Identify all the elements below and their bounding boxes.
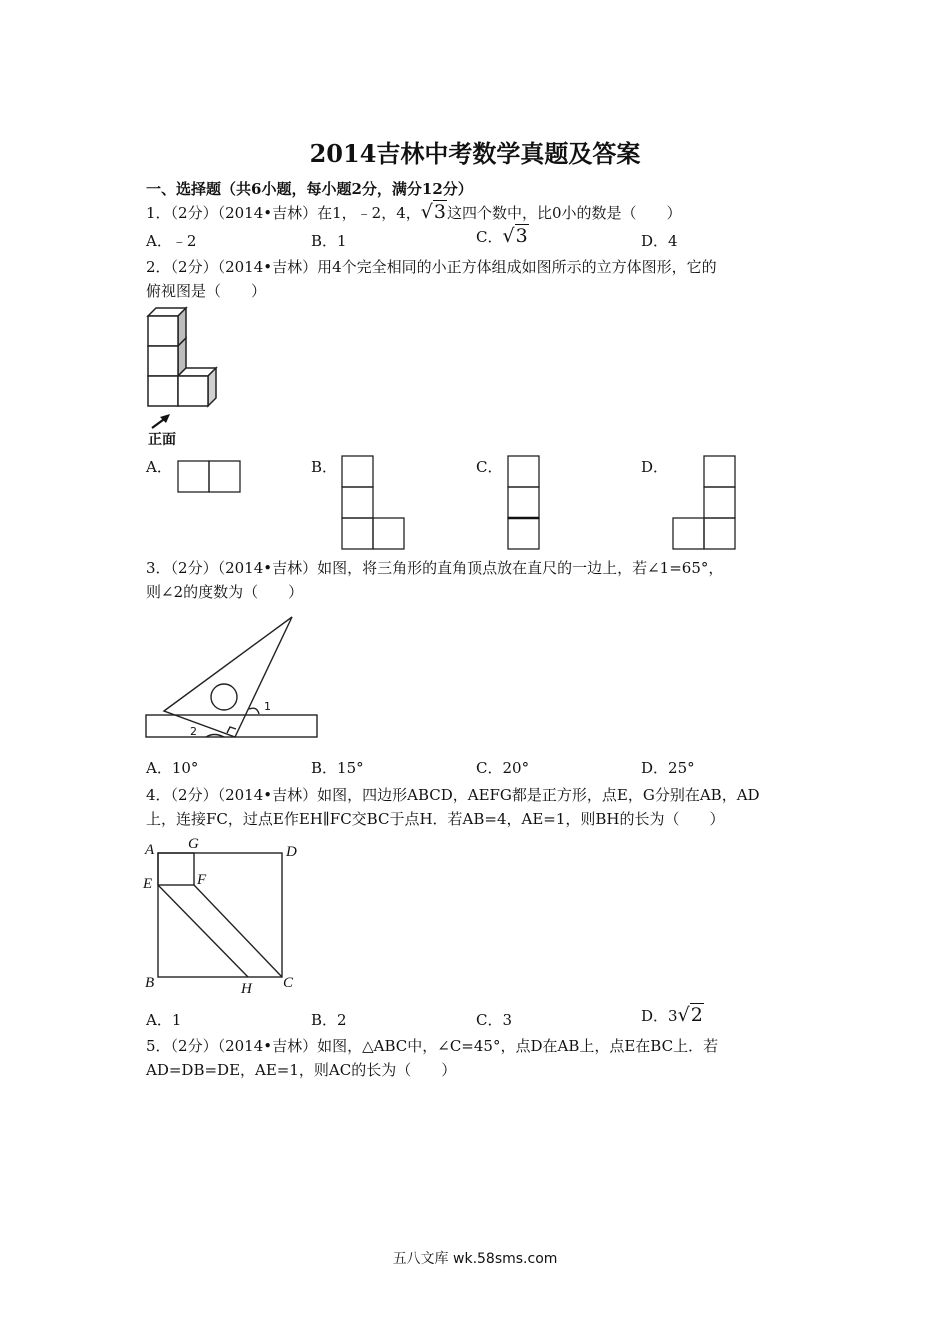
cube-front-face bbox=[148, 346, 178, 376]
radicand: 2 bbox=[690, 1004, 703, 1026]
question-2-line-2: 俯视图是（ ） bbox=[146, 282, 267, 300]
q2-option-b: B． bbox=[311, 458, 338, 476]
cube-stack-figure bbox=[140, 304, 230, 454]
triangle-ruler-figure bbox=[140, 608, 330, 746]
front-label: 正面 bbox=[148, 432, 176, 448]
question-1-text-b: 这四个数中，比0小的数是（ ） bbox=[446, 204, 682, 222]
angle-1-label: 1 bbox=[264, 700, 271, 713]
question-4-line-2: 上，连接FC，过点E作EH∥FC交BC于点H．若AB=4，AE=1，则BH的长为（ ） bbox=[146, 810, 725, 828]
cube-front-face bbox=[178, 376, 208, 406]
option-d-shape bbox=[671, 454, 739, 552]
q3-option-c: C．20° bbox=[476, 759, 530, 777]
set-square bbox=[164, 617, 292, 737]
angle-1-arc bbox=[249, 708, 259, 714]
q4-option-d-prefix: D．3 bbox=[641, 1007, 678, 1025]
q3-option-a: A．10° bbox=[146, 759, 199, 777]
squares-figure bbox=[140, 832, 310, 998]
label-g: G bbox=[188, 836, 199, 852]
q4-option-c: C．3 bbox=[476, 1011, 513, 1029]
q2-option-c: C． bbox=[476, 458, 503, 476]
segment-eh bbox=[158, 885, 248, 977]
cube-front-face bbox=[148, 316, 178, 346]
option-b-shape bbox=[340, 454, 408, 552]
ruler bbox=[146, 715, 317, 737]
sqrt-2: √2 bbox=[677, 1004, 703, 1026]
set-square-hole bbox=[211, 684, 237, 710]
segment-fc bbox=[194, 885, 282, 977]
cube-front-face bbox=[148, 376, 178, 406]
q1-option-c-prefix: C． bbox=[476, 228, 503, 246]
square-aefg bbox=[158, 853, 194, 885]
question-3-line-2: 则∠2的度数为（ ） bbox=[146, 583, 304, 601]
radicand: 3 bbox=[515, 225, 528, 247]
q4-option-d bbox=[641, 1005, 704, 1026]
question-2-line-1: 2．（2分）（2014•吉林）用4个完全相同的小正方体组成如图所示的立方体图形，它的 bbox=[146, 258, 717, 276]
q3-option-d: D．25° bbox=[641, 759, 695, 777]
option-a-shape bbox=[176, 458, 244, 496]
label-f: F bbox=[197, 872, 207, 888]
q1-option-b: B．1 bbox=[311, 232, 347, 250]
footer-watermark: 五八文库 wk.58sms.com bbox=[392, 1251, 558, 1267]
q1-option-d: D．4 bbox=[641, 232, 678, 250]
option-c-shape bbox=[506, 454, 544, 552]
q1-option-a: A．﹣2 bbox=[146, 232, 197, 250]
document-title: 2014吉林中考数学真题及答案 bbox=[309, 139, 641, 168]
label-e: E bbox=[143, 876, 153, 892]
label-a: A bbox=[145, 842, 155, 858]
question-1-text-a: 1．（2分）（2014•吉林）在1，﹣2，4， bbox=[146, 204, 421, 222]
angle-2-label: 2 bbox=[190, 725, 197, 738]
q4-option-b: B．2 bbox=[311, 1011, 347, 1029]
q1-option-c bbox=[476, 226, 529, 247]
sqrt-3: √3 bbox=[420, 201, 446, 223]
radicand: 3 bbox=[433, 201, 446, 223]
question-1 bbox=[146, 202, 682, 223]
label-c: C bbox=[283, 975, 294, 991]
q2-option-a: A． bbox=[146, 458, 172, 476]
section-heading: 一、选择题（共6小题，每小题2分，满分12分） bbox=[146, 180, 473, 198]
label-d: D bbox=[286, 844, 297, 860]
q2-option-d: D． bbox=[641, 458, 669, 476]
q4-option-a: A．1 bbox=[146, 1011, 182, 1029]
label-h: H bbox=[241, 981, 252, 997]
right-angle-mark bbox=[227, 727, 236, 733]
q3-option-b: B．15° bbox=[311, 759, 364, 777]
label-b: B bbox=[145, 975, 155, 991]
question-4-line-1: 4．（2分）（2014•吉林）如图，四边形ABCD，AEFG都是正方形，点E，G分别在AB，AD bbox=[146, 786, 760, 804]
question-5-line-2: AD=DB=DE，AE=1，则AC的长为（ ） bbox=[146, 1061, 457, 1079]
question-3-line-1: 3．（2分）（2014•吉林）如图，将三角形的直角顶点放在直尺的一边上，若∠1=65°， bbox=[146, 559, 724, 577]
sqrt-3: √3 bbox=[502, 225, 528, 247]
question-5-line-1: 5．（2分）（2014•吉林）如图，△ABC中，∠C=45°，点D在AB上，点E在BC上．若 bbox=[146, 1037, 719, 1055]
